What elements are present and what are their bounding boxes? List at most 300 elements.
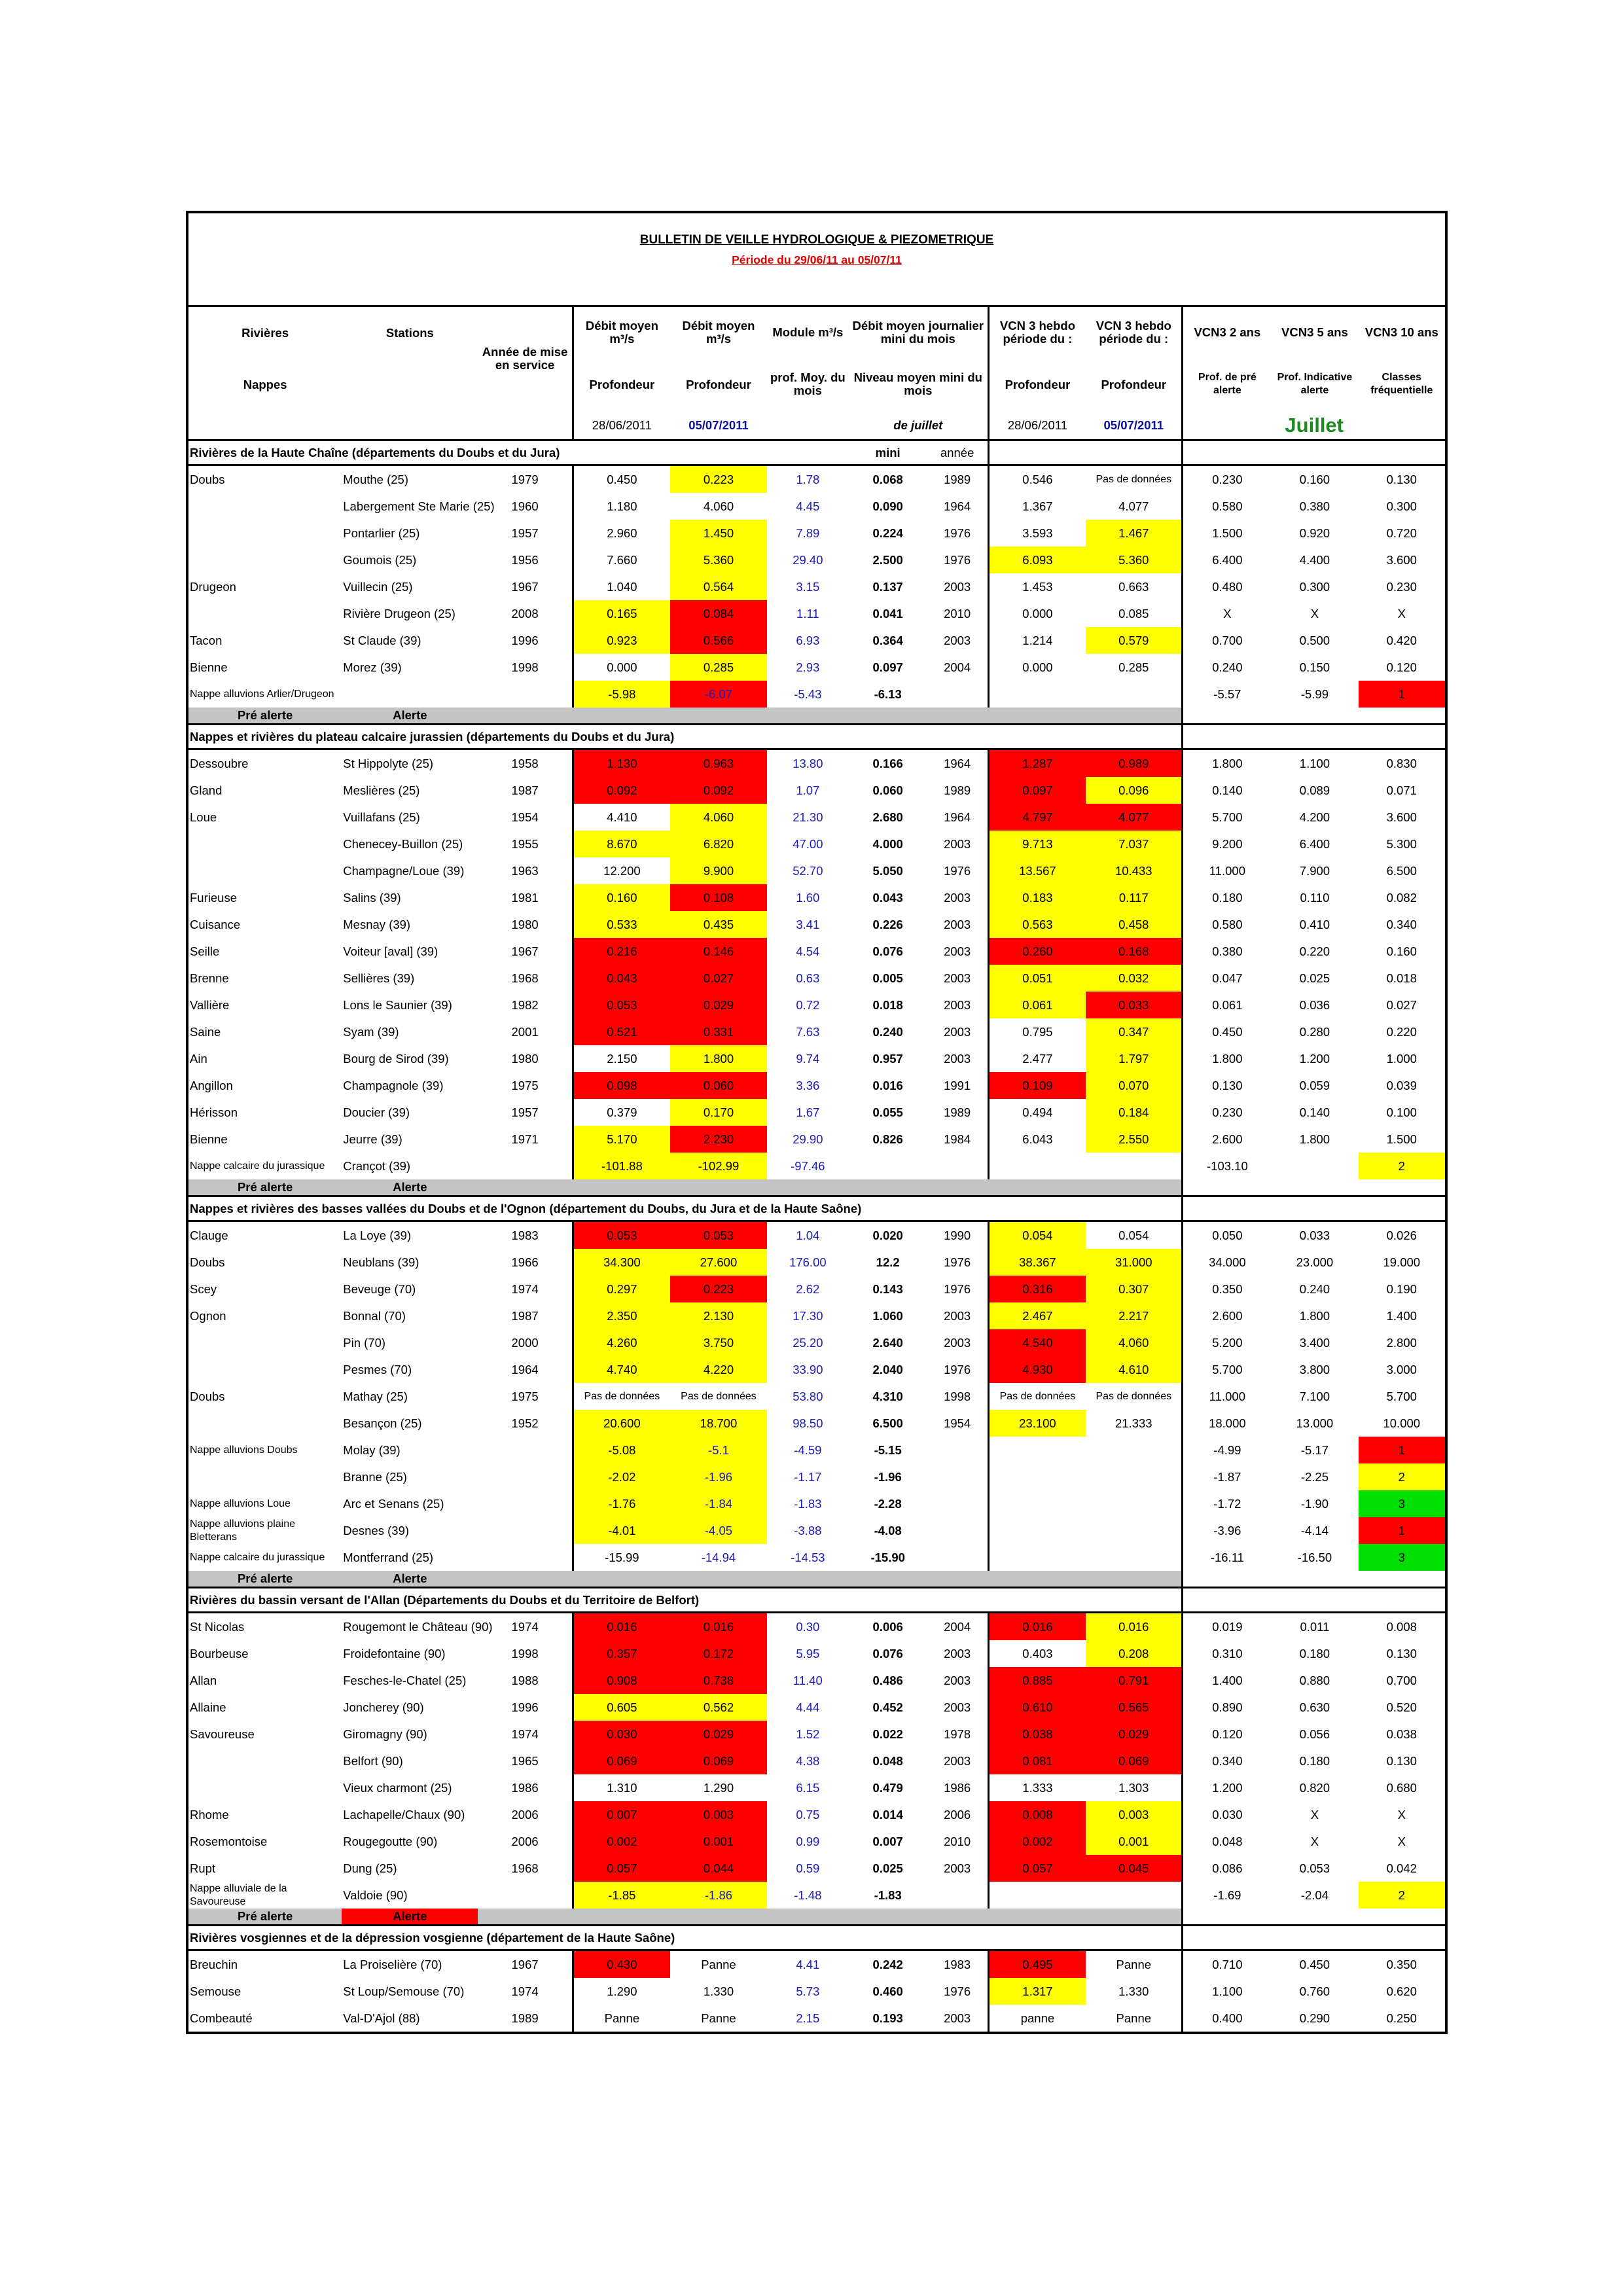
cell-station: La Loye (39) <box>343 1229 412 1242</box>
cell-annee-mini: 2003 <box>927 1329 989 1356</box>
cell-vcn-2: 0.168 <box>1086 938 1183 965</box>
cell-vcn-1: 0.081 <box>988 1748 1086 1774</box>
table-row <box>188 1855 1445 1882</box>
cell-annee-mini: 2003 <box>927 1748 989 1774</box>
cell-vcn-1: 0.795 <box>1022 1025 1053 1039</box>
cell-debit-1: 7.660 <box>607 553 637 567</box>
cell-vcn-1 <box>988 1882 1086 1909</box>
cell-module: 13.80 <box>793 757 823 770</box>
cell-riviere: Breuchin <box>190 1958 238 1971</box>
cell-annee-mini: 1964 <box>927 804 989 831</box>
cell-debit-2: 5.360 <box>670 547 767 573</box>
cell-mini: 0.097 <box>872 660 903 674</box>
cell-station: Froidefontaine (90) <box>343 1647 446 1660</box>
cell-vcn-1 <box>988 681 1086 708</box>
cell-annee: 1980 <box>478 1045 573 1072</box>
cell-debit-2: 0.223 <box>670 1276 767 1302</box>
cell-vcn3-5ans: 0.140 <box>1299 1105 1330 1119</box>
cell-vcn3-5ans: 0.290 <box>1299 2011 1330 2025</box>
table-row <box>188 857 1445 884</box>
cell-annee-mini: 1964 <box>927 749 989 778</box>
cell-vcn3-10ans: 0.100 <box>1386 1105 1417 1119</box>
table-row <box>188 1410 1445 1437</box>
cell-vcn3-5ans: 0.053 <box>1299 1861 1330 1875</box>
cell-debit-1: 0.002 <box>573 1828 670 1855</box>
table-row <box>188 1153 1445 1179</box>
cell-debit-2: 0.223 <box>670 465 767 493</box>
cell-module: 4.45 <box>796 499 820 513</box>
cell-annee: 1955 <box>478 831 573 857</box>
cell-riviere: Bienne <box>190 660 228 674</box>
cell-vcn-1: 4.540 <box>988 1329 1086 1356</box>
cell-vcn3-5ans: -1.90 <box>1300 1497 1329 1511</box>
cell-mini: 0.957 <box>872 1052 903 1066</box>
cell-vcn3-10ans: X <box>1397 1808 1406 1821</box>
cell-vcn3-10ans: 0.300 <box>1386 499 1417 513</box>
cell-riviere <box>188 857 342 884</box>
cell-annee: 1968 <box>478 965 573 992</box>
cell-riviere: Brenne <box>190 971 229 985</box>
cell-station: Dung (25) <box>343 1861 397 1875</box>
cell-mini: 6.500 <box>872 1416 903 1430</box>
cell-debit-2: 0.170 <box>670 1099 767 1126</box>
cell-annee: 1960 <box>478 493 573 520</box>
cell-vcn-1: 0.000 <box>1022 660 1053 674</box>
cell-module: -1.83 <box>794 1497 822 1511</box>
cell-debit-1: -5.98 <box>573 681 670 708</box>
cell-riviere: St Nicolas <box>190 1620 245 1634</box>
cell-riviere: Rosemontoise <box>190 1835 268 1848</box>
cell-debit-1: -1.76 <box>573 1490 670 1517</box>
cell-riviere: Angillon <box>190 1079 233 1092</box>
cell-debit-2: Pas de données <box>681 1390 757 1402</box>
cell-debit-1: 0.297 <box>573 1276 670 1302</box>
cell-station: Branne (25) <box>343 1470 407 1484</box>
cell-vcn3-2ans: 9.200 <box>1212 837 1243 851</box>
cell-annee-mini: 2003 <box>927 1018 989 1045</box>
cell-vcn3-5ans: 0.920 <box>1299 526 1330 540</box>
table-row <box>188 911 1445 938</box>
cell-vcn3-5ans: 3.800 <box>1299 1363 1330 1376</box>
cell-riviere: Rupt <box>190 1861 216 1875</box>
cell-debit-1: 0.357 <box>573 1640 670 1667</box>
period-label: Période du 29/06/11 au 05/07/11 <box>732 253 902 266</box>
cell-riviere: Bourbeuse <box>190 1647 249 1660</box>
cell-debit-2: 2.130 <box>670 1302 767 1329</box>
cell-annee: 1998 <box>478 654 573 681</box>
cell-mini: 0.137 <box>872 580 903 594</box>
cell-annee: 1983 <box>478 1221 573 1249</box>
cell-station: Jeurre (39) <box>343 1132 402 1146</box>
cell-vcn3-5ans: -2.25 <box>1300 1470 1329 1484</box>
cell-mini: 0.090 <box>872 499 903 513</box>
cell-station: Bonnal (70) <box>343 1309 406 1323</box>
cell-vcn3-10ans: 0.026 <box>1386 1229 1417 1242</box>
cell-station: Desnes (39) <box>343 1524 410 1537</box>
cell-station: Bourg de Sirod (39) <box>343 1052 449 1066</box>
cell-station: St Claude (39) <box>343 634 421 647</box>
cell-annee-mini: 1991 <box>927 1072 989 1099</box>
cell-annee: 1958 <box>478 749 573 778</box>
table-row <box>188 1748 1445 1774</box>
bulletin-sheet <box>186 211 1448 2034</box>
cell-vcn-2: 0.032 <box>1086 965 1183 992</box>
cell-station: Doucier (39) <box>343 1105 410 1119</box>
cell-module: 0.59 <box>796 1861 820 1875</box>
cell-vcn-1: 4.797 <box>988 804 1086 831</box>
cell-annee-mini: 1976 <box>927 1249 989 1276</box>
cell-mini: 0.022 <box>872 1727 903 1741</box>
cell-riviere: Saine <box>190 1025 221 1039</box>
cell-debit-2: 0.562 <box>670 1694 767 1721</box>
cell-annee: 1957 <box>478 1099 573 1126</box>
cell-debit-2: 18.700 <box>670 1410 767 1437</box>
cell-station: Molay (39) <box>343 1443 401 1457</box>
cell-vcn-2: 1.797 <box>1086 1045 1183 1072</box>
cell-vcn3-5ans: 0.011 <box>1300 1620 1330 1634</box>
cell-station: Vieux charmont (25) <box>343 1781 452 1795</box>
cell-vcn3-10ans: 6.500 <box>1386 864 1417 878</box>
cell-vcn-1: 0.183 <box>988 884 1086 911</box>
cell-vcn-1 <box>988 1437 1086 1463</box>
cell-vcn-2: 0.069 <box>1086 1748 1183 1774</box>
cell-station <box>342 681 478 708</box>
cell-debit-1: 0.379 <box>607 1105 637 1119</box>
cell-vcn-1: 2.467 <box>988 1302 1086 1329</box>
cell-debit-2: 0.092 <box>670 777 767 804</box>
cell-station: Rougegoutte (90) <box>343 1835 438 1848</box>
table-row <box>188 1072 1445 1099</box>
section-header <box>188 725 1445 749</box>
cell-vcn3-2ans: 18.000 <box>1209 1416 1246 1430</box>
cell-vcn-2: 2.550 <box>1086 1126 1183 1153</box>
cell-debit-1: 4.410 <box>607 810 637 824</box>
cell-module: 1.04 <box>796 1229 820 1242</box>
cell-module: 1.67 <box>796 1105 820 1119</box>
cell-annee: 1989 <box>478 2005 573 2032</box>
cell-vcn3-10ans: 0.340 <box>1386 918 1417 931</box>
legend-row <box>188 1909 1445 1926</box>
cell-annee: 1980 <box>478 911 573 938</box>
cell-vcn3-10ans: 0.830 <box>1386 757 1417 770</box>
cell-vcn-2: 0.045 <box>1086 1855 1183 1882</box>
cell-vcn3-10ans: 0.250 <box>1386 2011 1417 2025</box>
cell-debit-2: 0.084 <box>670 600 767 627</box>
table-row <box>188 777 1445 804</box>
cell-vcn3-2ans: 5.200 <box>1212 1336 1243 1350</box>
cell-vcn3-5ans: 0.160 <box>1299 473 1330 486</box>
table-row <box>188 1221 1445 1249</box>
cell-vcn-2: 0.208 <box>1086 1640 1183 1667</box>
cell-vcn3-5ans: X <box>1310 1835 1319 1848</box>
cell-station: La Proiselière (70) <box>343 1958 442 1971</box>
header-annee: Année de mise en service <box>478 306 573 411</box>
cell-vcn3-2ans: 0.580 <box>1212 499 1243 513</box>
cell-riviere: Loue <box>190 810 217 824</box>
cell-debit-2: 1.290 <box>703 1781 734 1795</box>
cell-riviere <box>188 1410 342 1437</box>
cell-mini: 0.006 <box>872 1620 903 1634</box>
cell-annee-mini: 2003 <box>927 992 989 1018</box>
cell-vcn-2: 0.054 <box>1086 1221 1183 1249</box>
cell-annee <box>478 1490 573 1517</box>
month-label: Juillet <box>1285 413 1344 437</box>
table-row <box>188 1018 1445 1045</box>
cell-debit-2: 4.220 <box>670 1356 767 1383</box>
cell-mini: 2.500 <box>872 553 903 567</box>
bulletin-title: BULLETIN DE VEILLE HYDROLOGIQUE & PIEZOMETRIQUE <box>639 233 994 247</box>
header-niveau-mini: Niveau moyen mini du mois <box>849 358 988 410</box>
cell-mini: 0.224 <box>872 526 903 540</box>
cell-vcn3-2ans: 2.600 <box>1212 1132 1243 1146</box>
cell-vcn-1: 0.038 <box>988 1721 1086 1748</box>
cell-vcn3-5ans: 0.880 <box>1299 1674 1330 1687</box>
cell-vcn-1: 0.494 <box>1022 1105 1053 1119</box>
cell-vcn3-2ans: 1.400 <box>1212 1674 1243 1687</box>
cell-vcn3-5ans: 13.000 <box>1296 1416 1334 1430</box>
cell-module: 98.50 <box>793 1416 823 1430</box>
cell-debit-2: 0.053 <box>670 1221 767 1249</box>
cell-vcn3-5ans: 7.900 <box>1299 864 1330 878</box>
table-row <box>188 1774 1445 1801</box>
cell-debit-2: 0.564 <box>670 573 767 600</box>
cell-vcn3-2ans: 0.047 <box>1212 971 1243 985</box>
cell-vcn3-2ans: -16.11 <box>1210 1551 1244 1564</box>
cell-riviere: Clauge <box>190 1229 228 1242</box>
cell-module: -14.53 <box>791 1551 825 1564</box>
cell-debit-2: 4.060 <box>703 499 734 513</box>
header-prof-moy: prof. Moy. du mois <box>770 370 846 397</box>
cell-debit-2: 9.900 <box>670 857 767 884</box>
table-row <box>188 1276 1445 1302</box>
cell-vcn-2: 0.989 <box>1086 749 1183 778</box>
cell-vcn-2 <box>1086 1153 1183 1179</box>
cell-mini: -4.08 <box>874 1524 902 1537</box>
cell-vcn-1: 4.930 <box>988 1356 1086 1383</box>
cell-riviere: Ognon <box>190 1309 226 1323</box>
cell-station: Champagnole (39) <box>343 1079 444 1092</box>
cell-vcn3-10ans: 0.700 <box>1386 1674 1417 1687</box>
cell-vcn-2: 0.285 <box>1086 654 1183 681</box>
cell-mini: -1.96 <box>874 1470 902 1484</box>
cell-vcn3-2ans: 0.030 <box>1212 1808 1243 1821</box>
cell-vcn-2: 0.663 <box>1086 573 1183 600</box>
cell-station: Mathay (25) <box>343 1390 408 1403</box>
cell-vcn3-10ans: 0.120 <box>1386 660 1417 674</box>
cell-station: Salins (39) <box>343 891 401 905</box>
cell-module: 53.80 <box>793 1390 823 1403</box>
cell-station: Beveuge (70) <box>343 1282 416 1296</box>
table-row <box>188 1517 1445 1544</box>
cell-mini: -2.28 <box>874 1497 902 1511</box>
cell-vcn3-10ans: 0.071 <box>1386 783 1417 797</box>
cell-station: Belfort (90) <box>343 1754 403 1768</box>
cell-vcn3-10ans: 3.000 <box>1386 1363 1417 1376</box>
cell-station: St Loup/Semouse (70) <box>343 1984 465 1998</box>
cell-vcn-2: 0.096 <box>1086 777 1183 804</box>
cell-debit-1: 0.450 <box>607 473 637 486</box>
cell-debit-2: 1.450 <box>670 520 767 547</box>
cell-vcn-1: 0.316 <box>988 1276 1086 1302</box>
cell-annee-mini <box>927 1882 989 1909</box>
cell-module: 0.30 <box>796 1620 820 1634</box>
table-row <box>188 1950 1445 1979</box>
cell-vcn3-2ans: 0.086 <box>1212 1861 1243 1875</box>
cell-riviere: Nappe calcaire du jurassique <box>190 1160 325 1172</box>
cell-vcn-1: 0.260 <box>988 938 1086 965</box>
cell-annee-mini: 1989 <box>927 777 989 804</box>
cell-riviere: Seille <box>190 944 220 958</box>
cell-module: 5.73 <box>796 1984 820 1998</box>
cell-vcn-1: 0.002 <box>988 1828 1086 1855</box>
cell-mini: 1.060 <box>872 1309 903 1323</box>
cell-vcn3-10ans: 0.420 <box>1386 634 1417 647</box>
cell-vcn-2: 0.070 <box>1086 1072 1183 1099</box>
cell-station: Joncherey (90) <box>343 1700 424 1714</box>
cell-vcn-2: 1.303 <box>1086 1774 1183 1801</box>
cell-mini: 0.226 <box>872 918 903 931</box>
cell-debit-1: Panne <box>604 2011 640 2025</box>
cell-module: 1.60 <box>796 891 820 905</box>
cell-vcn3-5ans: 4.200 <box>1299 810 1330 824</box>
cell-riviere: Rhome <box>190 1808 229 1821</box>
cell-module: 21.30 <box>793 810 823 824</box>
cell-vcn-2: 0.579 <box>1086 627 1183 654</box>
cell-vcn3-5ans: 3.400 <box>1299 1336 1330 1350</box>
cell-debit-2: -14.94 <box>701 1551 736 1564</box>
cell-vcn3-10ans: 0.027 <box>1386 998 1417 1012</box>
cell-annee: 1974 <box>478 1721 573 1748</box>
cell-riviere: Bienne <box>190 1132 228 1146</box>
cell-riviere: Allaine <box>190 1700 226 1714</box>
table-row <box>188 681 1445 708</box>
cell-vcn3-5ans: X <box>1310 1808 1319 1821</box>
section-title: Rivières de la Haute Chaîne (départements du Doubs et du Jura) <box>188 440 849 465</box>
cell-annee-mini: 1976 <box>927 1978 989 2005</box>
cell-vcn-2 <box>1086 1882 1183 1909</box>
cell-annee-mini <box>927 1544 989 1571</box>
cell-vcn3-10ans: 10.000 <box>1383 1416 1421 1430</box>
cell-vcn-2: 0.003 <box>1086 1801 1183 1828</box>
cell-vcn3-2ans: 5.700 <box>1212 1363 1243 1376</box>
cell-annee-mini: 1964 <box>927 493 989 520</box>
cell-annee-mini: 1984 <box>927 1126 989 1153</box>
header-rivieres: Rivières <box>241 325 289 340</box>
table-row <box>188 992 1445 1018</box>
cell-annee-mini <box>927 1153 989 1179</box>
cell-mini: 0.025 <box>872 1861 903 1875</box>
cell-station: Lachapelle/Chaux (90) <box>343 1808 465 1821</box>
cell-vcn3-2ans: -5.57 <box>1213 687 1241 701</box>
cell-vcn3-10ans: 0.038 <box>1386 1727 1417 1741</box>
cell-debit-1: 0.057 <box>573 1855 670 1882</box>
cell-vcn-1 <box>988 1544 1086 1571</box>
cell-debit-2: 6.820 <box>670 831 767 857</box>
section-title: Rivières du bassin versant de l'Allan (Départements du Doubs et du Territoire de Belfort) <box>188 1588 1183 1613</box>
cell-station: Meslières (25) <box>343 783 420 797</box>
cell-vcn-2 <box>1086 1544 1183 1571</box>
cell-vcn-1: 0.097 <box>988 777 1086 804</box>
cell-annee-mini: 2010 <box>927 600 989 627</box>
cell-vcn-2 <box>1086 1437 1183 1463</box>
cell-vcn3-10ans: 0.190 <box>1386 1282 1417 1296</box>
cell-vcn3-2ans: 0.400 <box>1212 2011 1243 2025</box>
cell-annee: 1964 <box>478 1356 573 1383</box>
legend-row <box>188 1571 1445 1588</box>
cell-vcn-1: panne <box>1020 2011 1055 2025</box>
cell-module: 0.72 <box>796 998 820 1012</box>
cell-vcn3-2ans: 0.700 <box>1212 634 1243 647</box>
cell-annee-mini: 2003 <box>927 627 989 654</box>
header-vcn3-10ans: VCN3 10 ans <box>1364 325 1438 339</box>
cell-annee: 1957 <box>478 520 573 547</box>
table-row <box>188 1356 1445 1383</box>
cell-module: 1.78 <box>796 473 820 486</box>
cell-vcn-1 <box>988 1490 1086 1517</box>
cell-vcn-2: 1.467 <box>1086 520 1183 547</box>
cell-mini: -5.15 <box>874 1443 902 1457</box>
cell-vcn3-5ans: -4.14 <box>1300 1524 1329 1537</box>
cell-module: -1.48 <box>794 1888 822 1902</box>
cell-debit-1: 0.533 <box>573 911 670 938</box>
cell-debit-2: -1.86 <box>670 1882 767 1909</box>
cell-annee: 1998 <box>478 1640 573 1667</box>
cell-mini: 0.826 <box>872 1132 903 1146</box>
cell-vcn3-10ans: 0.130 <box>1386 1754 1417 1768</box>
cell-debit-2: 0.331 <box>670 1018 767 1045</box>
legend-pre-alerte: Pré alerte <box>188 1571 342 1588</box>
cell-annee-mini: 2003 <box>927 1694 989 1721</box>
section-title: Nappes et rivières des basses vallées du Doubs et de l'Ognon (département du Doubs, du Jura et de la Haute Saône) <box>188 1196 1183 1221</box>
table-row <box>188 1490 1445 1517</box>
cell-vcn-1: 23.100 <box>988 1410 1086 1437</box>
cell-vcn3-10ans: 2 <box>1359 1463 1445 1490</box>
cell-debit-1: 0.092 <box>573 777 670 804</box>
table-row <box>188 2005 1445 2032</box>
cell-module: -3.88 <box>794 1524 822 1537</box>
cell-debit-1: 0.053 <box>573 992 670 1018</box>
cell-vcn-1: 6.093 <box>988 547 1086 573</box>
cell-debit-2: 0.566 <box>670 627 767 654</box>
cell-module: 9.74 <box>796 1052 820 1066</box>
cell-vcn3-10ans: 0.230 <box>1386 580 1417 594</box>
cell-mini: 0.043 <box>872 891 903 905</box>
cell-vcn3-2ans: 0.480 <box>1212 580 1243 594</box>
cell-vcn3-5ans: 0.760 <box>1299 1984 1330 1998</box>
cell-vcn3-5ans: -16.50 <box>1297 1551 1332 1564</box>
cell-riviere: Semouse <box>190 1984 241 1998</box>
cell-vcn-2: Panne <box>1086 1950 1183 1979</box>
cell-vcn3-10ans: X <box>1397 607 1406 620</box>
cell-module: 0.75 <box>796 1808 820 1821</box>
cell-vcn-1 <box>988 1153 1086 1179</box>
cell-debit-2: 0.108 <box>670 884 767 911</box>
cell-annee-mini: 2003 <box>927 911 989 938</box>
cell-vcn3-5ans: -5.99 <box>1300 687 1329 701</box>
cell-module: 4.41 <box>796 1958 820 1971</box>
cell-station: Pontarlier (25) <box>343 526 420 540</box>
cell-vcn-1: 0.051 <box>988 965 1086 992</box>
cell-annee-mini: 2003 <box>927 2005 989 2032</box>
legend-pre-alerte: Pré alerte <box>188 1179 342 1196</box>
cell-vcn3-2ans: -103.10 <box>1207 1159 1248 1173</box>
cell-vcn3-2ans: 0.180 <box>1212 891 1243 905</box>
cell-vcn-1: 1.287 <box>988 749 1086 778</box>
cell-vcn3-10ans: 1 <box>1359 1437 1445 1463</box>
cell-vcn3-10ans: 0.082 <box>1386 891 1417 905</box>
header-vcn3-2ans: VCN3 2 ans <box>1194 325 1261 339</box>
cell-vcn-2 <box>1086 681 1183 708</box>
